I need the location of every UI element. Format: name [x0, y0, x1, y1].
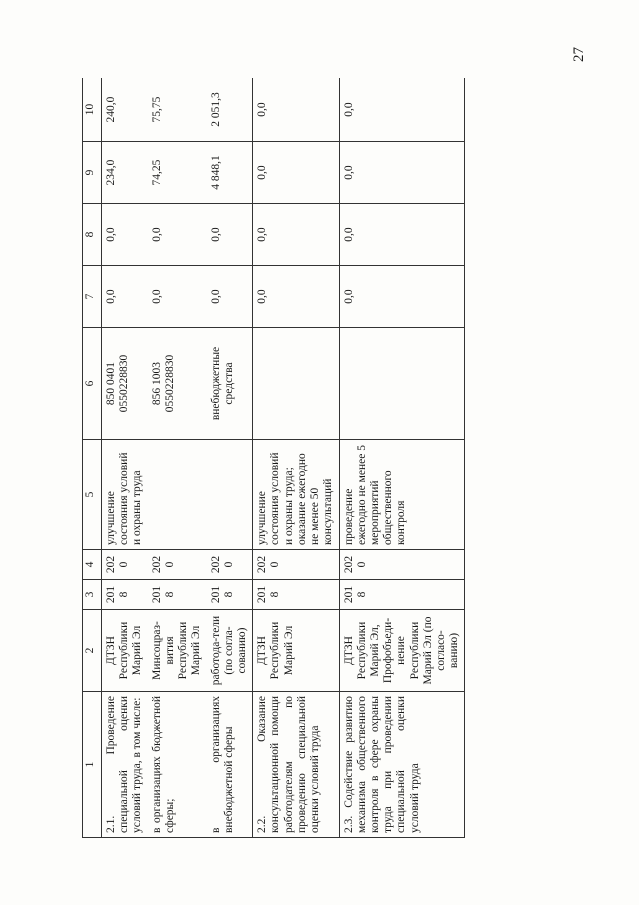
- code-cell: [339, 328, 465, 440]
- year-from-cell: 2018: [207, 580, 253, 610]
- value-cell: 0,0: [339, 78, 465, 142]
- value-cell: 74,25: [148, 142, 207, 204]
- value-cell: 0,0: [207, 266, 253, 328]
- value-cell: 0,0: [253, 204, 339, 266]
- value-cell: 0,0: [253, 266, 339, 328]
- executor-cell: ДТЗН Республики Марий Эл: [253, 610, 339, 692]
- result-cell: улучшение состояния условий и охраны труда; оказание ежегодно не менее 50 консультаций: [253, 440, 339, 550]
- value-cell: 0,0: [253, 78, 339, 142]
- year-to-cell: 2020: [253, 550, 339, 580]
- result-cell: улучшение состояния условий и охраны труда: [102, 440, 148, 550]
- value-cell: 4 848,1: [207, 142, 253, 204]
- header-cell: 9: [83, 142, 102, 204]
- header-cell: 5: [83, 440, 102, 550]
- result-cell: [207, 440, 253, 550]
- table-subrow: [148, 78, 207, 838]
- executor-cell: работода-тели (по согла-сованию): [207, 610, 253, 692]
- value-cell: 0,0: [339, 204, 465, 266]
- header-cell: 1: [83, 692, 102, 838]
- value-cell: 2 051,3: [207, 78, 253, 142]
- code-cell: 856 1003 0550228830: [148, 328, 207, 440]
- table-row: [102, 78, 148, 838]
- rotated-table-container: [82, 78, 610, 838]
- table-row: [339, 78, 465, 838]
- value-cell: 0,0: [339, 266, 465, 328]
- value-cell: 0,0: [253, 142, 339, 204]
- table-subrow: [207, 78, 253, 838]
- header-cell: 3: [83, 580, 102, 610]
- header-row: [83, 78, 102, 838]
- subrow-label: в организациях внебюджетной сферы: [207, 692, 253, 838]
- result-cell: проведение ежегодно не менее 5 мероприятий общественного контроля: [339, 440, 465, 550]
- year-to-cell: 2020: [339, 550, 465, 580]
- year-from-cell: 2018: [102, 580, 148, 610]
- year-from-cell: 2018: [148, 580, 207, 610]
- code-cell: внебюджетные средства: [207, 328, 253, 440]
- value-cell: 0,0: [102, 204, 148, 266]
- result-cell: [148, 440, 207, 550]
- value-cell: 240,0: [102, 78, 148, 142]
- value-cell: 0,0: [207, 204, 253, 266]
- value-cell: 0,0: [339, 142, 465, 204]
- header-cell: 2: [83, 610, 102, 692]
- page-number: 27: [571, 47, 587, 62]
- header-cell: 6: [83, 328, 102, 440]
- header-cell: 10: [83, 78, 102, 142]
- code-cell: [253, 328, 339, 440]
- executor-cell: Минсоцраз-вития Республики Марий Эл: [148, 610, 207, 692]
- row-title: 2.2. Оказание консультационной помощи работодателям по проведению специальной оценки условий труда: [253, 692, 339, 838]
- executor-cell: ДТЗН Республики Марий Эл: [102, 610, 148, 692]
- header-cell: 8: [83, 204, 102, 266]
- row-title: 2.1. Проведение специальной оценки условий труда, в том числе:: [102, 692, 148, 838]
- subrow-label: в организациях бюджетной сферы;: [148, 692, 207, 838]
- value-cell: 0,0: [148, 266, 207, 328]
- value-cell: 0,0: [148, 204, 207, 266]
- year-from-cell: 2018: [339, 580, 465, 610]
- table-viewport: [82, 78, 610, 838]
- code-cell: 850 0401 0550228830: [102, 328, 148, 440]
- year-from-cell: 2018: [253, 580, 339, 610]
- year-to-cell: 2020: [207, 550, 253, 580]
- executor-cell: ДТЗН Республики Марий Эл, Профобъеди-нение Республики Марий Эл (по согласо-ванию): [339, 610, 465, 692]
- table-row: [253, 78, 339, 838]
- year-to-cell: 2020: [148, 550, 207, 580]
- year-to-cell: 2020: [102, 550, 148, 580]
- value-cell: 234,0: [102, 142, 148, 204]
- program-table: [82, 78, 465, 838]
- value-cell: 0,0: [102, 266, 148, 328]
- header-cell: 4: [83, 550, 102, 580]
- header-cell: 7: [83, 266, 102, 328]
- row-title: 2.3. Содействие развитию механизма общественного контроля в сфере охраны труда при проведении специальной оценки условий труда: [339, 692, 465, 838]
- value-cell: 75,75: [148, 78, 207, 142]
